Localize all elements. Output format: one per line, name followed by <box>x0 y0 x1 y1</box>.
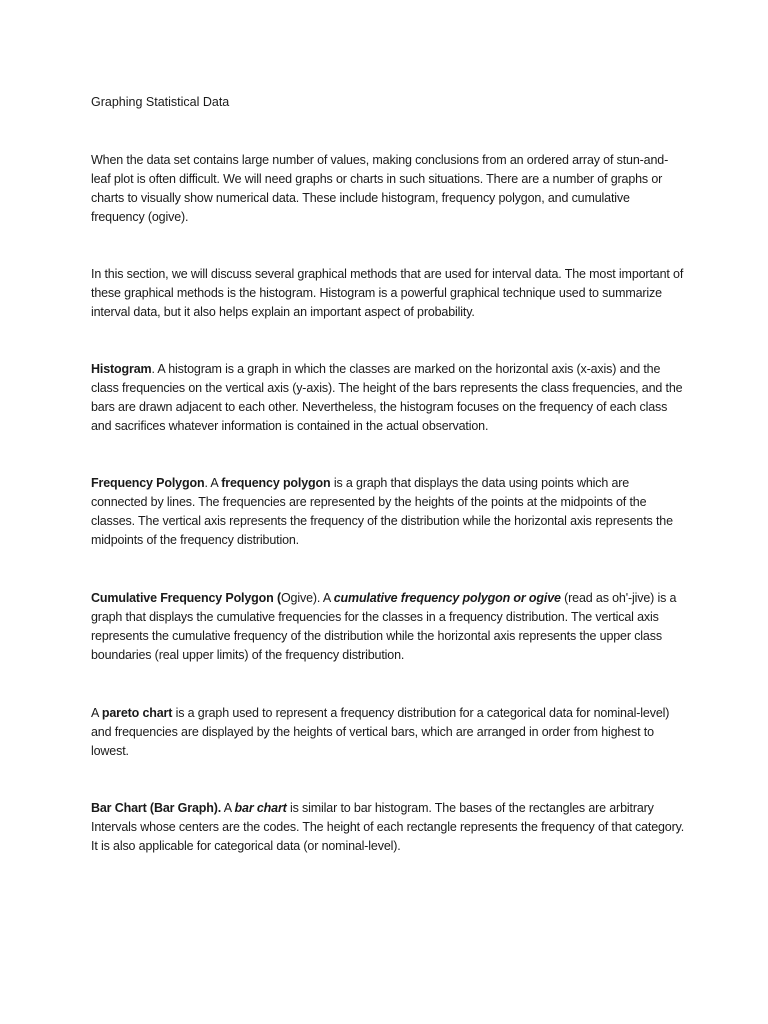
histogram-term: Histogram <box>91 362 152 376</box>
bar-chart-paragraph <box>91 799 685 856</box>
bar-chart-term: Bar Chart (Bar Graph). <box>91 801 222 815</box>
bar-chart-term-italic: bar chart <box>234 801 287 815</box>
pareto-text-a: A <box>91 706 102 720</box>
ogive-text-b: (read as oh'-jive) is a graph that displays the cumulative frequencies for the classes in a frequency distribution. The vertical axis represents the cumulative frequency of the distribution while the horizontal axis represents the upper class boundaries (real upper limits) of the frequency distribution. <box>91 591 677 662</box>
histogram-text: . A histogram is a graph in which the classes are marked on the horizontal axis (x-axis) and the class frequencies on the vertical axis (y-axis). The height of the bars represents the class frequencies, and the bars are drawn adjacent to each other. Nevertheless, the histogram focuses on the frequency of each class and sacrifices whatever information is contained in the actual observation. <box>91 362 683 433</box>
bar-chart-text-a: A <box>221 801 235 815</box>
intro-text: When the data set contains large number of values, making conclusions from an ordered array of stun-and-leaf plot is often difficult. We will need graphs or charts in such situations. There are a number of graphs or charts to visually show numerical data. These include histogram, frequency polygon, and cumulative frequency (ogive). <box>91 153 669 224</box>
bar-chart-text-b: is similar to bar histogram. The bases of the rectangles are arbitrary Intervals whose centers are the codes. The height of each rectangle represents the frequency of that category. It is also applicable for categorical data (or nominal-level). <box>91 801 685 853</box>
ogive-term: Cumulative Frequency Polygon ( <box>91 591 281 605</box>
frequency-polygon-text-b: is a graph that displays the data using points which are connected by lines. The frequencies are represented by the heights of the points at the midpoints of the classes. The vertical axis represents the frequency of the distribution while the horizontal axis represents the midpoints of the frequency distribution. <box>91 476 673 547</box>
intro-paragraph <box>91 151 685 227</box>
frequency-polygon-term: Frequency Polygon <box>91 476 205 490</box>
section-intro-paragraph <box>91 265 685 322</box>
ogive-term-word: Ogive <box>280 591 313 605</box>
frequency-polygon-text-a: . A <box>204 476 222 490</box>
document-title: Graphing Statistical Data <box>91 95 230 109</box>
histogram-paragraph <box>91 360 685 436</box>
section-intro-text: In this section, we will discuss several graphical methods that are used for interval data. The most important of these graphical methods is the histogram. Histogram is a powerful graphical technique used to summarize interval data, but it also helps explain an important aspect of probability. <box>91 267 684 319</box>
frequency-polygon-paragraph <box>91 474 685 550</box>
pareto-paragraph <box>91 704 685 761</box>
ogive-text-a: ). A <box>312 591 334 605</box>
frequency-polygon-term-inline: frequency polygon <box>221 476 331 490</box>
ogive-paragraph <box>91 589 685 665</box>
pareto-term: pareto chart <box>101 706 173 720</box>
pareto-text-b: is a graph used to represent a frequency distribution for a categorical data for nominal-level) and frequencies are displayed by the heights of vertical bars, which are arranged in order from highest to lowest. <box>91 706 670 758</box>
ogive-term-italic: cumulative frequency polygon or ogive <box>333 591 561 605</box>
